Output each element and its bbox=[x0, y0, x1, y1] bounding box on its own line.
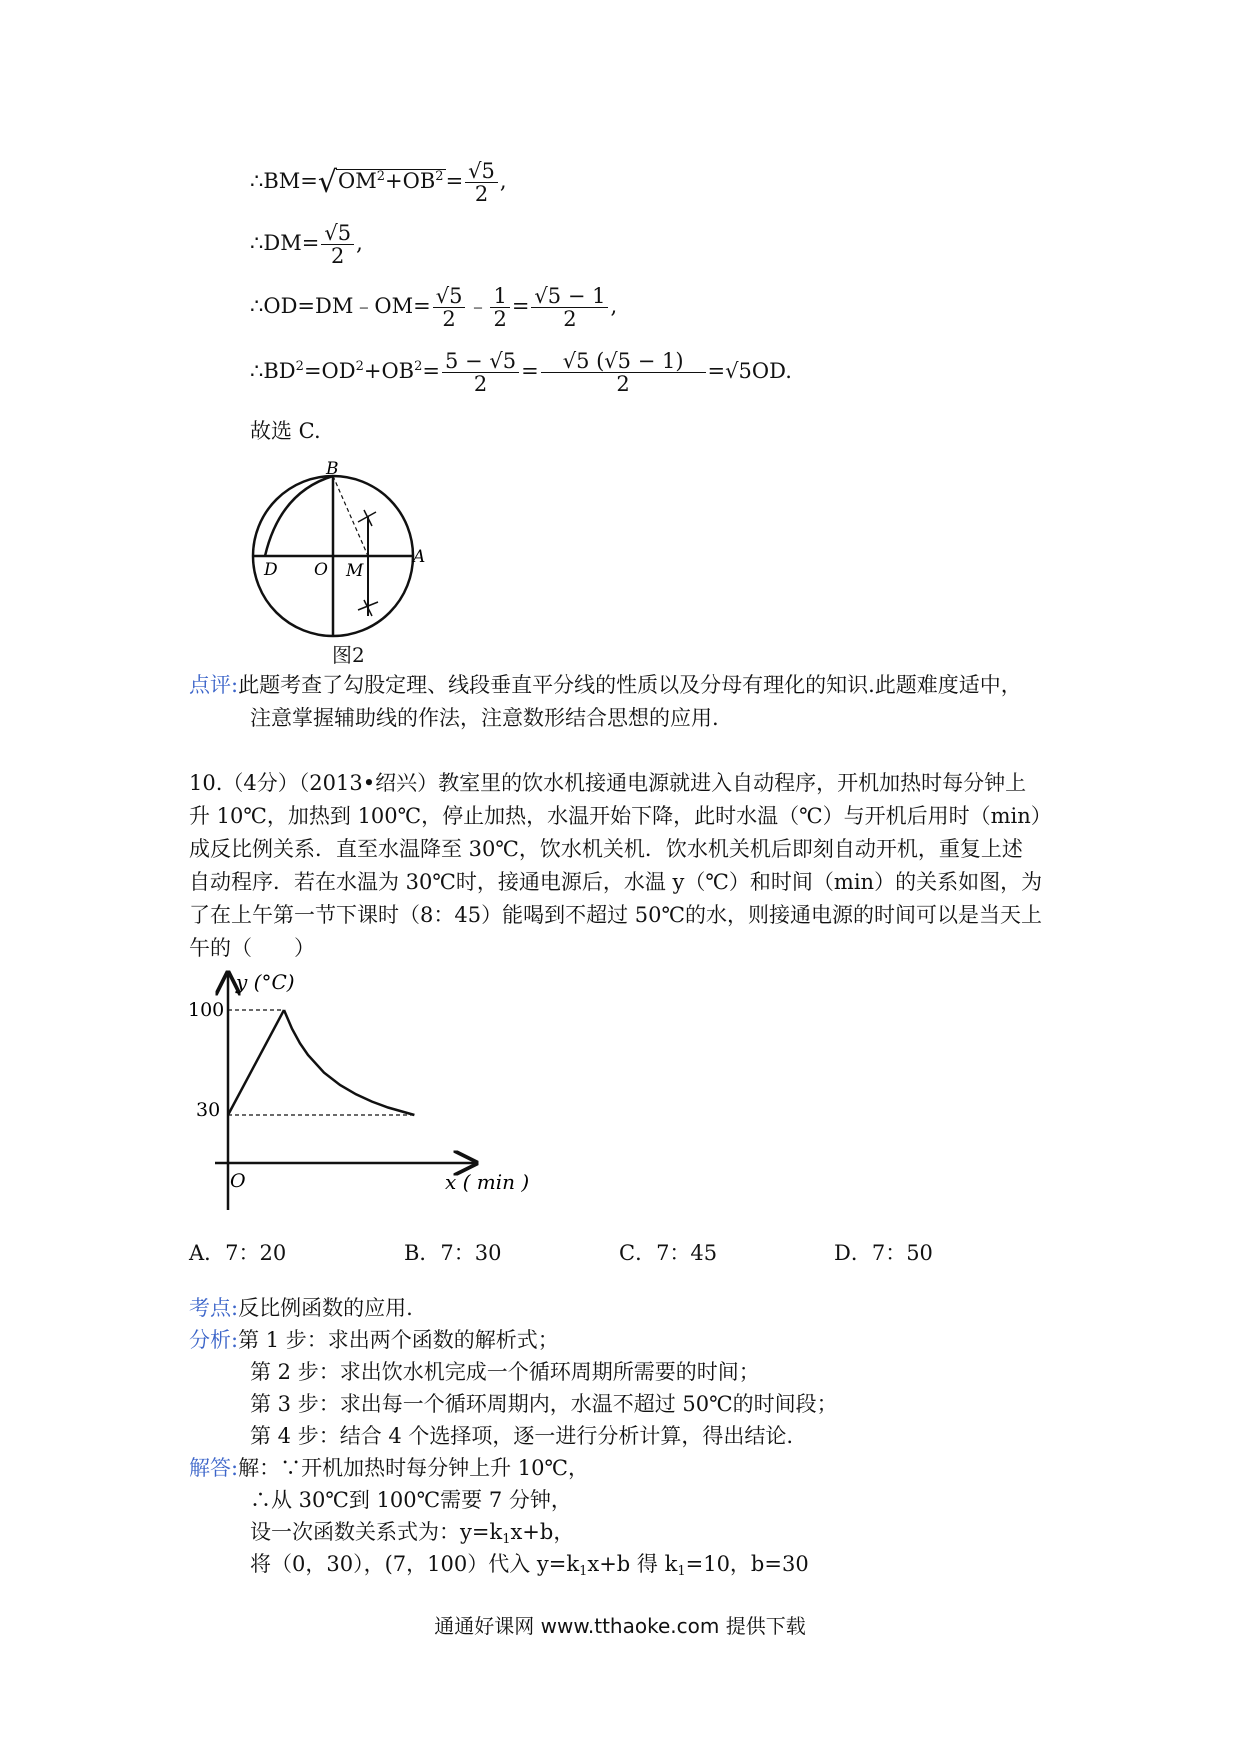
label-b: B bbox=[326, 459, 339, 479]
origin-label: O bbox=[230, 1170, 246, 1192]
comment-line-1: 点评:此题考查了勾股定理、线段垂直平分线的性质以及分母有理化的知识.此题难度适中， bbox=[189, 673, 1022, 697]
fenxi-label: 分析: bbox=[189, 1328, 239, 1352]
comment-line-2: 注意掌握辅助线的作法，注意数形结合思想的应用. bbox=[250, 706, 719, 730]
y-tick-30: 30 bbox=[196, 1099, 221, 1121]
fenxi-step-2: 第 2 步：求出饮水机完成一个循环周期所需要的时间； bbox=[250, 1360, 760, 1384]
question-line-4: 自动程序．若在水温为 30℃时，接通电源后，水温 y（℃）和时间（min）的关系如图，为 bbox=[189, 870, 1043, 894]
question-line-6: 午的（ ） bbox=[189, 936, 315, 960]
question-line-5: 了在上午第一节下课时（8：45）能喝到不超过 50℃的水，则接通电源的时间可以是当天上 bbox=[189, 903, 1042, 927]
option-c: C．7：45 bbox=[619, 1241, 718, 1265]
od-equation: ∴OD=DM﹣OM= $\frac{√5}{2}$ ﹣ $\frac{1}{2}$ = $\frac{√5 - 1}{2}$ , bbox=[250, 284, 618, 331]
jieda-line-2: ∴从 30℃到 100℃需要 7 分钟， bbox=[250, 1488, 572, 1512]
label-m: M bbox=[346, 561, 364, 581]
label-o: O bbox=[314, 560, 328, 580]
y-tick-100: 100 bbox=[188, 999, 225, 1021]
option-b: B．7：30 bbox=[404, 1241, 502, 1265]
x-axis-label: x ( min ) bbox=[445, 1170, 530, 1194]
jieda-line-3: 设一次函数关系式为：$y=k_1x+b$， bbox=[250, 1520, 575, 1547]
jieda-line-4: 将（0，30），(7，100）代入 $y=k_1x+b$ 得 $k_1=10$，b=30 bbox=[250, 1552, 809, 1579]
comment-label: 点评: bbox=[189, 673, 239, 697]
option-d: D．7：50 bbox=[834, 1241, 933, 1265]
y-axis-label: y (°C) bbox=[236, 970, 295, 994]
dm-equation: ∴DM= $\frac{√5}{2}$ , bbox=[250, 221, 363, 268]
fenxi-line-1: 分析:第 1 步：求出两个函数的解析式； bbox=[189, 1328, 559, 1352]
figure-2-circle bbox=[240, 450, 440, 672]
choose-answer: 故选 C. bbox=[250, 419, 321, 443]
label-a: A bbox=[413, 547, 426, 567]
temperature-chart bbox=[180, 965, 540, 1220]
cooling-curve bbox=[284, 1010, 414, 1115]
footer-source: 通通好课网 www.tthaoke.com 提供下载 bbox=[434, 1614, 806, 1638]
kaodian-label: 考点: bbox=[189, 1296, 239, 1320]
heating-line bbox=[228, 1010, 284, 1115]
fenxi-step-4: 第 4 步：结合 4 个选择项，逐一进行分析计算，得出结论. bbox=[250, 1424, 794, 1448]
figure-2-caption: 图2 bbox=[332, 643, 365, 667]
bd-equation: $\therefore BD^2=OD^2+OB^2=$ $\frac{5 - √5}{2}$ = $\frac{√5 (√5 - 1)}{2}$ =√5OD. bbox=[250, 349, 792, 396]
question-line-2: 升 10℃，加热到 100℃，停止加热，水温开始下降，此时水温（℃）与开机后用时（min） bbox=[189, 804, 1052, 828]
jieda-label: 解答: bbox=[189, 1456, 239, 1480]
kaodian-line: 考点:反比例函数的应用. bbox=[189, 1296, 413, 1320]
fenxi-step-3: 第 3 步：求出每一个循环周期内，水温不超过 50℃的时间段； bbox=[250, 1392, 838, 1416]
option-a: A．7：20 bbox=[189, 1241, 287, 1265]
question-line-1: 10.（4分）（2013•绍兴）教室里的饮水机接通电源就进入自动程序，开机加热时每分钟上 bbox=[189, 771, 1027, 795]
question-line-3: 成反比例关系．直至水温降至 30℃，饮水机关机．饮水机关机后即刻自动开机，重复上述 bbox=[189, 837, 1023, 861]
jieda-line-1: 解答:解：∵开机加热时每分钟上升 10℃， bbox=[189, 1456, 589, 1480]
label-d: D bbox=[264, 560, 278, 580]
bm-equation: $\therefore BM=√OM^2+OB^2=$ $\frac{√5}{2}$ , bbox=[250, 159, 507, 206]
